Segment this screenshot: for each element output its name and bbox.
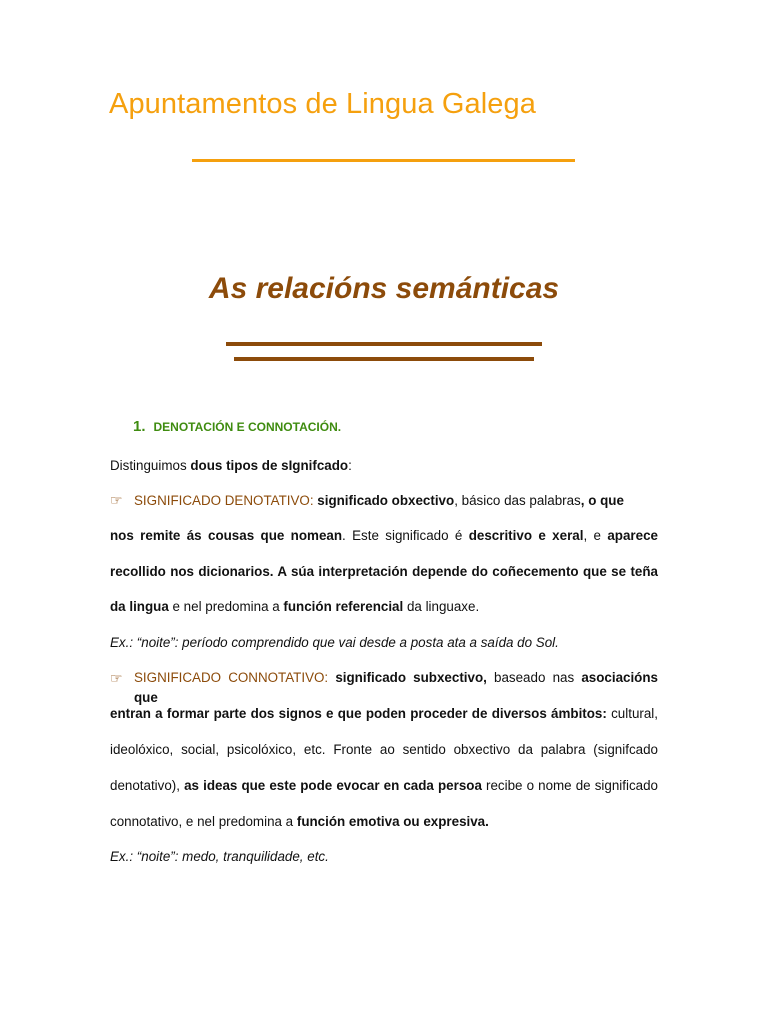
- denotativo-text-2: . Este significado é: [342, 528, 469, 543]
- connotativo-text-4: denotativo),: [110, 778, 185, 793]
- denotativo-text-5: da linguaxe.: [403, 599, 480, 614]
- section-title: As relacións semánticas: [208, 272, 560, 305]
- denotativo-bold-3: nos remite ás cousas que nomean: [110, 528, 343, 543]
- section-underline-bottom: [234, 357, 534, 361]
- denotativo-bold-1: significado obxectivo: [317, 493, 455, 508]
- intro-paragraph: [110, 456, 658, 476]
- connotativo-label: SIGNIFICADO CONNOTATIVO:: [134, 670, 329, 685]
- intro-bold: dous tipos de sIgnifcado: [190, 458, 349, 473]
- connotativo-line-5: [110, 812, 658, 832]
- connotativo-line-2: [110, 704, 658, 724]
- connotativo-text-3: ideolóxico, social, psicolóxico, etc. Fronte ao sentido obxectivo da palabra (signifcado: [110, 742, 658, 757]
- denotativo-bold-2: , o que: [580, 493, 624, 508]
- title-underline: [192, 159, 575, 162]
- connotativo-line-4: [110, 776, 658, 796]
- denotativo-text-3: , e: [583, 528, 608, 543]
- connotativo-text-6: connotativo, e nel predomina a: [110, 814, 297, 829]
- section-underline-top: [226, 342, 542, 346]
- pointing-hand-icon: ☞: [110, 670, 123, 686]
- denotativo-bold-5: aparece: [607, 528, 658, 543]
- connotativo-text-5: recibe o nome de significado: [481, 778, 659, 793]
- connotativo-bold-2: asociacións que: [134, 670, 658, 705]
- connotativo-bold-4: as ideas que este pode evocar en cada persoa: [184, 778, 482, 793]
- connotativo-line-1: [134, 668, 658, 708]
- denotativo-bold-7: da lingua: [110, 599, 169, 614]
- connotativo-example: Ex.: “noite”: medo, tranquilidade, etc.: [110, 849, 329, 864]
- heading-number: 1.: [133, 418, 146, 435]
- denotativo-example: Ex.: “noite”: período comprendido que vai desde a posta ata a saída do Sol.: [110, 635, 559, 650]
- connotativo-text-1: baseado nas: [486, 670, 582, 685]
- denotativo-line-1: [134, 491, 658, 511]
- document-title: Apuntamentos de Lingua Galega: [109, 88, 536, 120]
- connotativo-bold-5: función emotiva ou expresiva.: [296, 814, 489, 829]
- denotativo-text-4: e nel predomina a: [168, 599, 284, 614]
- intro-text: Distinguimos: [110, 458, 191, 473]
- denotativo-line-3: [110, 562, 658, 582]
- denotativo-bold-6: recollido nos dicionarios. A súa interpretación depende do coñecemento que se teña: [110, 564, 658, 579]
- heading-label: DENOTACIÓN E CONNOTACIÓN.: [153, 420, 342, 434]
- denotativo-bold-8: función referencial: [283, 599, 404, 614]
- denotativo-label: SIGNIFICADO DENOTATIVO:: [134, 493, 314, 508]
- connotativo-line-3: [110, 740, 658, 760]
- connotativo-bold-3: entran a formar parte dos signos e que poden proceder de diversos ámbitos:: [110, 706, 607, 721]
- heading-denotacion-connotacion: [133, 418, 341, 436]
- pointing-hand-icon: ☞: [110, 492, 123, 508]
- denotativo-line-4: [110, 597, 658, 617]
- intro-colon: :: [348, 458, 352, 473]
- connotativo-bold-1: significado subxectivo,: [335, 670, 487, 685]
- denotativo-text-1: , básico das palabras: [454, 493, 581, 508]
- denotativo-bold-4: descritivo e xeral: [468, 528, 584, 543]
- connotativo-text-2: cultural,: [606, 706, 658, 721]
- denotativo-line-2: [110, 526, 658, 546]
